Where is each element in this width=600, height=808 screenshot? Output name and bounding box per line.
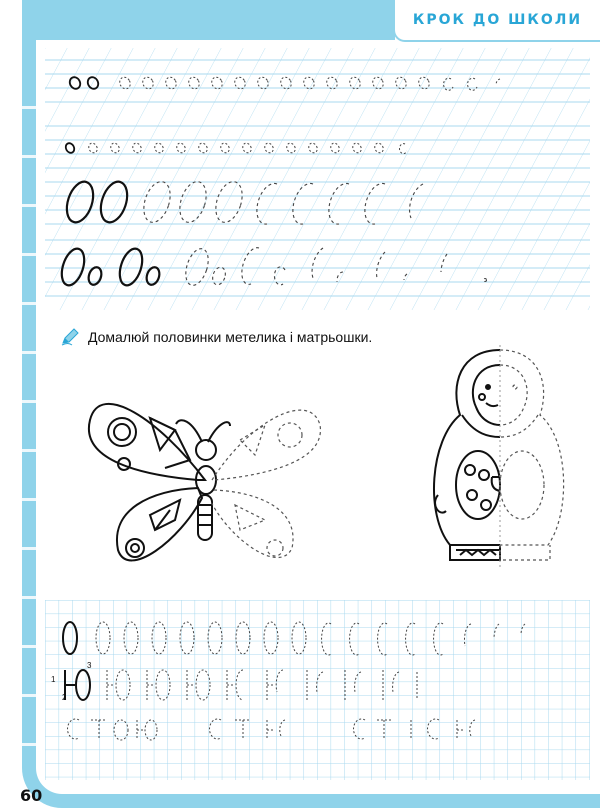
stroke-number-2: 2 [62, 693, 67, 702]
handwriting-panel-top [45, 48, 590, 310]
pencil-icon [60, 327, 80, 347]
matryoshka-drawing [420, 345, 570, 580]
stroke-number-1: 1 [51, 675, 56, 684]
header-tab [393, 0, 600, 42]
header-title: КРОК ДО ШКОЛИ [412, 12, 583, 28]
slanted-ruled-lines [45, 48, 590, 310]
instruction [60, 327, 372, 347]
handwriting-panel-bottom [45, 600, 590, 780]
squared-grid [45, 600, 590, 780]
stroke-number-3: 3 [87, 661, 92, 670]
page-border-ticks [22, 60, 36, 780]
page-number: 60 [20, 786, 43, 805]
butterfly-drawing [80, 380, 330, 580]
instruction-text: Домалюй половинки метелика і матрьошки. [88, 329, 373, 345]
